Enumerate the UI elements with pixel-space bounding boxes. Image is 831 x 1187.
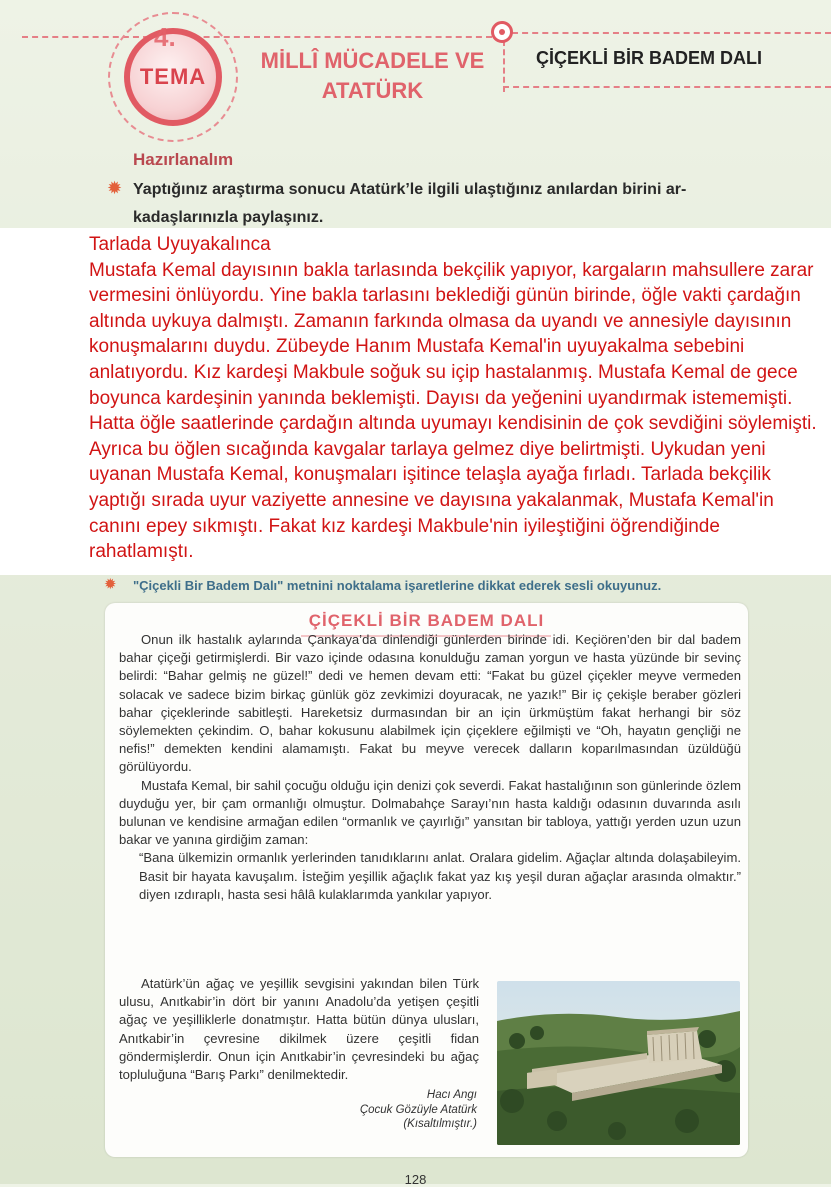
anitkabir-illustration [497, 981, 740, 1145]
reading-instruction: "Çiçekli Bir Badem Dalı" metnini noktalama işaretlerine dikkat ederek sesli okuyunuz. [133, 578, 662, 593]
story-paragraph: Mustafa Kemal, bir sahil çocuğu olduğu için denizi çok severdi. Fakat hastalığının son günlerinde özlem duyduğu yer, bir çam ormanlığı olmuştur. Dolmabahçe Sarayı’nın hasta kaldığı odasının duvarında asılı bulunan ve kendisine armağan edilen “ormanlık ve çayırlığı” yansıtan bir tabloya, yattığı yerden uzun uzun bakar ve yanına girdiğim zaman: [119, 777, 741, 848]
unit-title-line2: ATATÜRK [321, 78, 424, 103]
reading-story [119, 631, 741, 904]
story-quote: “Bana ülkemizin ormanlık yerlerinden tanıdıklarını anlat. Oralara gidelim. Ağaçlar altında dolaşabileyim. Basit bir hayata kavuşalım. İsteğim yeşillik ağaçlık fakat yaz kış yeşil duran ağaçlar arasında olmaktır.” diyen ızdıraplı, hasta sesi hâlâ kulaklarımda yankılar yapıyor. [139, 850, 741, 902]
story-paragraph: Onun ilk hastalık aylarında Çankaya’da dinlendiği günlerden birinde idi. Keçiören’den bir dal badem bahar çiçeği getirmişlerdi. Bir vazo içinde odasına konulduğu zaman yorgun ve hasta yüzünde bir sevinç belirdi: “Bahar gelmiş ne güzel!” dedi ve hemen devam etti: “Fakat bu güzel çiçekler meyve vermeden solacak ve sadece bizim birkaç günlük göz zevkimizi doyuracak, ne yazık!” Bir iç çekişle beraber gözleri bahar çiçeklerinde sabitleşti. Hareketsiz durmasından bir an için ürkmüştüm fakat herhangi bir söz söylemekten çekindim. O, bahar kokusunu alabilmek için çiçeklere eğilmişti ve “Oh, hayatın gençliği ne nefis!” demekten kendini alamamıştı. Fakat bu meyve verecek dalların koparılmasından üzüldüğü görülüyordu. [119, 632, 741, 775]
prep-task: Yaptığınız araştırma sonucu Atatürk’le ilgili ulaştığınız anılardan birini ar-kadaşlarınızla paylaşınız. [133, 181, 687, 226]
header-dashed-line-right [512, 32, 831, 34]
unit-title [250, 46, 495, 106]
source-citation [305, 1088, 477, 1132]
page-number: 128 [404, 1172, 427, 1187]
sun-bullet-icon: ✹ [104, 576, 117, 593]
source-book: Çocuk Gözüyle Atatürk [359, 1103, 477, 1116]
text-title: ÇİÇEKLİ BİR BADEM DALI [536, 48, 762, 68]
answer-title: Tarlada Uyuyakalınca [89, 234, 271, 255]
unit-title-line1: MİLLÎ MÜCADELE VE [260, 48, 485, 73]
answer-body: Mustafa Kemal dayısının bakla tarlasında bekçilik yapıyor, kargaların mahsullere zarar vermesini önlüyordu. Yine bakla tarlasını beklediği günün birinde, öğle vakti çardağın altında uykuya dalmıştı. Zamanın farkında olmasa da uyandı ve annesiyle dayısının konuşmalarını duydu. Zübeyde Hanım Mustafa Kemal'in uyuyakalma sebebini anlatıyordu. Kız kardeşi Makbule soğuk su içip hastalanmış. Mustafa Kemal de gece boyunca kardeşinin yanında beklemişti. Dayısı da yeğenini uyandırmak istememişti. Hatta öğle saatlerinde çardağın altında uyumayı kendisinin de çok sevdiğini söylemişti. Ayrıca bu öğlen sıcağında kavgalar tarlaya gelmez diye belirtmişti. Uykudan yeni uyanan Mustafa Kemal, konuşmaları işitince telaşla ayağa fırladı. Tarlada bekçilik yaptığı sırada uyur vaziyette annesine ve dayısına yakalanmak, Mustafa Kemal'in canını epey sıkmıştı. Fakat kız kardeşi Makbule'nin iyileştiğini öğrendiğinde rahatlamıştı. [89, 259, 817, 563]
ring-icon [491, 21, 513, 43]
sun-bullet-icon: ✹ [107, 178, 123, 198]
source-author: Hacı Angı [426, 1089, 477, 1101]
tema-badge-number: 4. [154, 22, 176, 52]
header-dashed-line-lower [503, 86, 831, 88]
reading-title [105, 611, 748, 631]
answer-text [89, 232, 829, 565]
anitkabir-photo [497, 981, 740, 1145]
reading-card [105, 603, 748, 1157]
source-note: (Kısaltılmıştır.) [403, 1118, 477, 1130]
reading-title-text: ÇİÇEKLİ BİR BADEM DALI [308, 611, 545, 630]
story-paragraph-last: Atatürk’ün ağaç ve yeşillik sevgisini yakından bilen Türk ulusu, Anıtkabir’in dört bir yanını Anadolu’da yetişen çeşitli ağaç ve yeşilliklerle donatmıştır. Hatta bütün dünya ulusları, Anıtkabir’in çevresine dikilmek üzere çeşitli fidan göndermişlerdir. Onun için Anıtkabir’in çevresindeki bu ağaç topluluğuna “Barış Parkı” denilmektedir. [119, 976, 479, 1083]
tema-badge-label: TEMA [139, 64, 207, 89]
prep-heading: Hazırlanalım [133, 150, 234, 169]
header-divider [503, 40, 505, 92]
header-dashed-line-left [22, 36, 492, 38]
